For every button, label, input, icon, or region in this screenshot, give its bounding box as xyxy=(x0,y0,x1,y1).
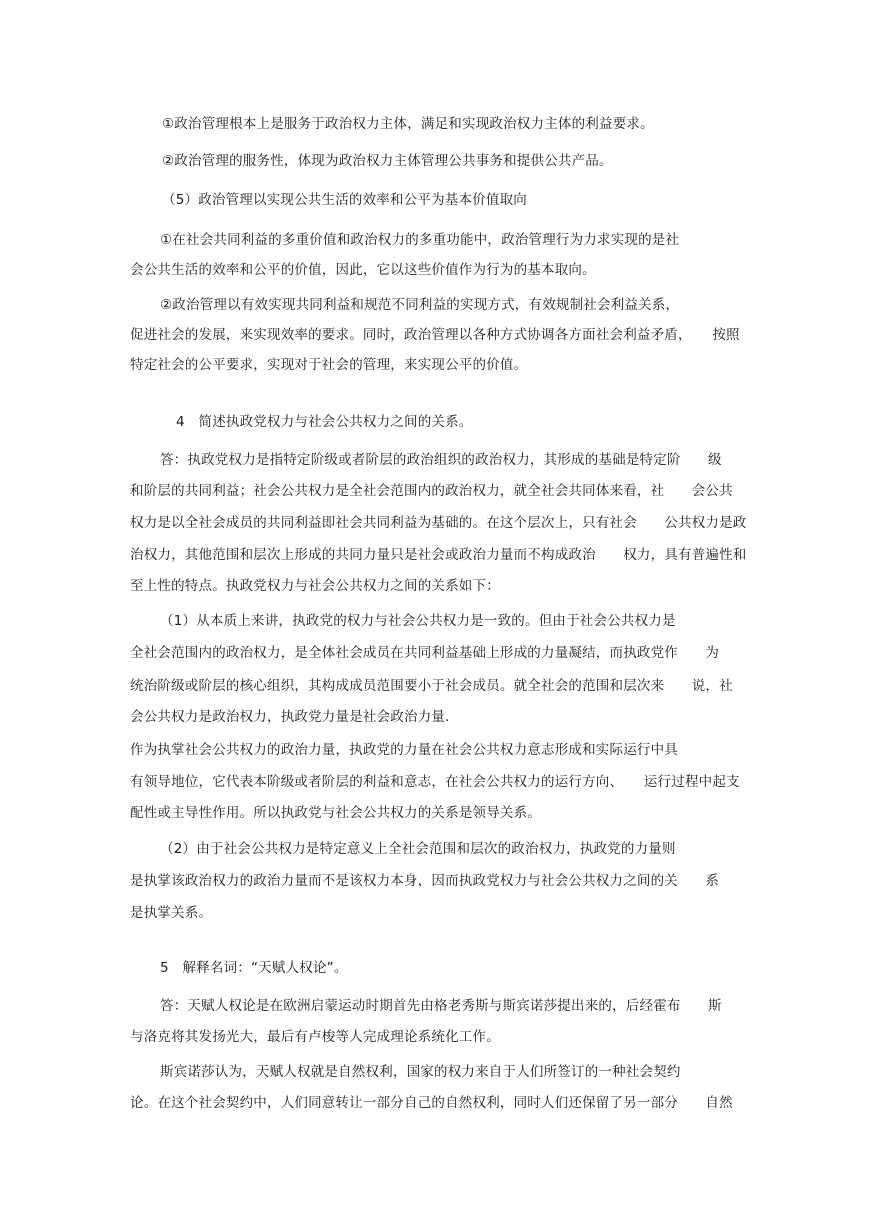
text-line: ②政治管理的服务性，体现为政治权力主体管理公共事务和提供公共产品。 xyxy=(162,153,613,169)
text-line: 是执掌该政治权力的政治力量而不是该权力本身，因而执政党权力与社会公共权力之间的关 系 xyxy=(130,873,720,889)
text-line: 是执掌关系。 xyxy=(130,905,213,921)
text-line: 会公共权力是政治权力，执政党力量是社会政治力量. xyxy=(130,709,450,725)
text-line: 会公共生活的效率和公平的价值，因此，它以这些价值作为行为的基本取向。 xyxy=(130,262,596,278)
text-line: 有领导地位，它代表本阶级或者阶层的利益和意志，在社会公共权力的运行方向、 运行过程中起支 xyxy=(130,774,740,790)
text-line: 配性或主导性作用。所以执政党与社会公共权力的关系是领导关系。 xyxy=(130,805,541,821)
text-line: （1）从本质上来讲，执政党的权力与社会公共权力是一致的。但由于社会公共权力是 xyxy=(160,613,676,629)
text-line: 统治阶级或阶层的核心组织，其构成成员范围要小于社会成员。就全社会的范围和层次来 说，社 xyxy=(130,678,733,694)
text-line: ①政治管理根本上是服务于政治权力主体，满足和实现政治权力主体的利益要求。 xyxy=(162,116,654,132)
text-line: 与洛克将其发扬光大，最后有卢梭等人完成理论系统化工作。 xyxy=(130,1029,500,1045)
text-line: 答：执政党权力是指特定阶级或者阶层的政治组织的政治权力，其形成的基础是特定阶 级 xyxy=(160,452,722,468)
text-line: 斯宾诺莎认为，天赋人权就是自然权利，国家的权力来自于人们所签订的一种社会契约 xyxy=(160,1064,681,1080)
text-line: 论。在这个社会契约中，人们同意转让一部分自己的自然权利，同时人们还保留了另一部分 自然 xyxy=(130,1095,733,1111)
text-line: 和阶层的共同利益；社会公共权力是全社会范围内的政治权力，就全社会共同体来看，社 会公共 xyxy=(130,483,733,499)
text-line: 权力是以全社会成员的共同利益即社会共同利益为基础的。在这个层次上，只有社会 公共权力是政 xyxy=(130,515,747,531)
text-line: 至上性的特点。执政党权力与社会公共权力之间的关系如下： xyxy=(130,578,500,594)
text-line: 5 解释名词：“天赋人权论”。 xyxy=(160,960,348,976)
text-line: 治权力，其他范围和层次上形成的共同力量只是社会或政治力量而不构成政治 权力，具有普遍性和 xyxy=(130,547,747,563)
text-line: 特定社会的公平要求，实现对于社会的管理，来实现公平的价值。 xyxy=(130,357,528,373)
text-line: ①在社会共同利益的多重价值和政治权力的多重功能中，政治管理行为力求实现的是社 xyxy=(160,232,680,248)
text-line: （5）政治管理以实现公共生活的效率和公平为基本价值取向 xyxy=(162,192,527,208)
text-line: 作为执掌社会公共权力的政治力量，执政党的力量在社会公共权力意志形成和实际运行中具 xyxy=(130,742,678,758)
text-line: ②政治管理以有效实现共同利益和规范不同利益的实现方式，有效规制社会利益关系， xyxy=(160,297,680,313)
text-line: 促进社会的发展，来实现效率的要求。同时，政治管理以各种方式协调各方面社会利益矛盾， 按照 xyxy=(130,327,740,343)
text-line: 4 简述执政党权力与社会公共权力之间的关系。 xyxy=(176,414,473,430)
text-line: 答：天赋人权论是在欧洲启蒙运动时期首先由格老秀斯与斯宾诺莎提出来的，后经霍布 斯 xyxy=(160,998,722,1014)
text-line: 全社会范围内的政治权力，是全体社会成员在共同利益基础上形成的力量凝结，而执政党作 为 xyxy=(130,645,720,661)
text-line: （2）由于社会公共权力是特定意义上全社会范围和层次的政治权力，执政党的力量则 xyxy=(160,841,676,857)
